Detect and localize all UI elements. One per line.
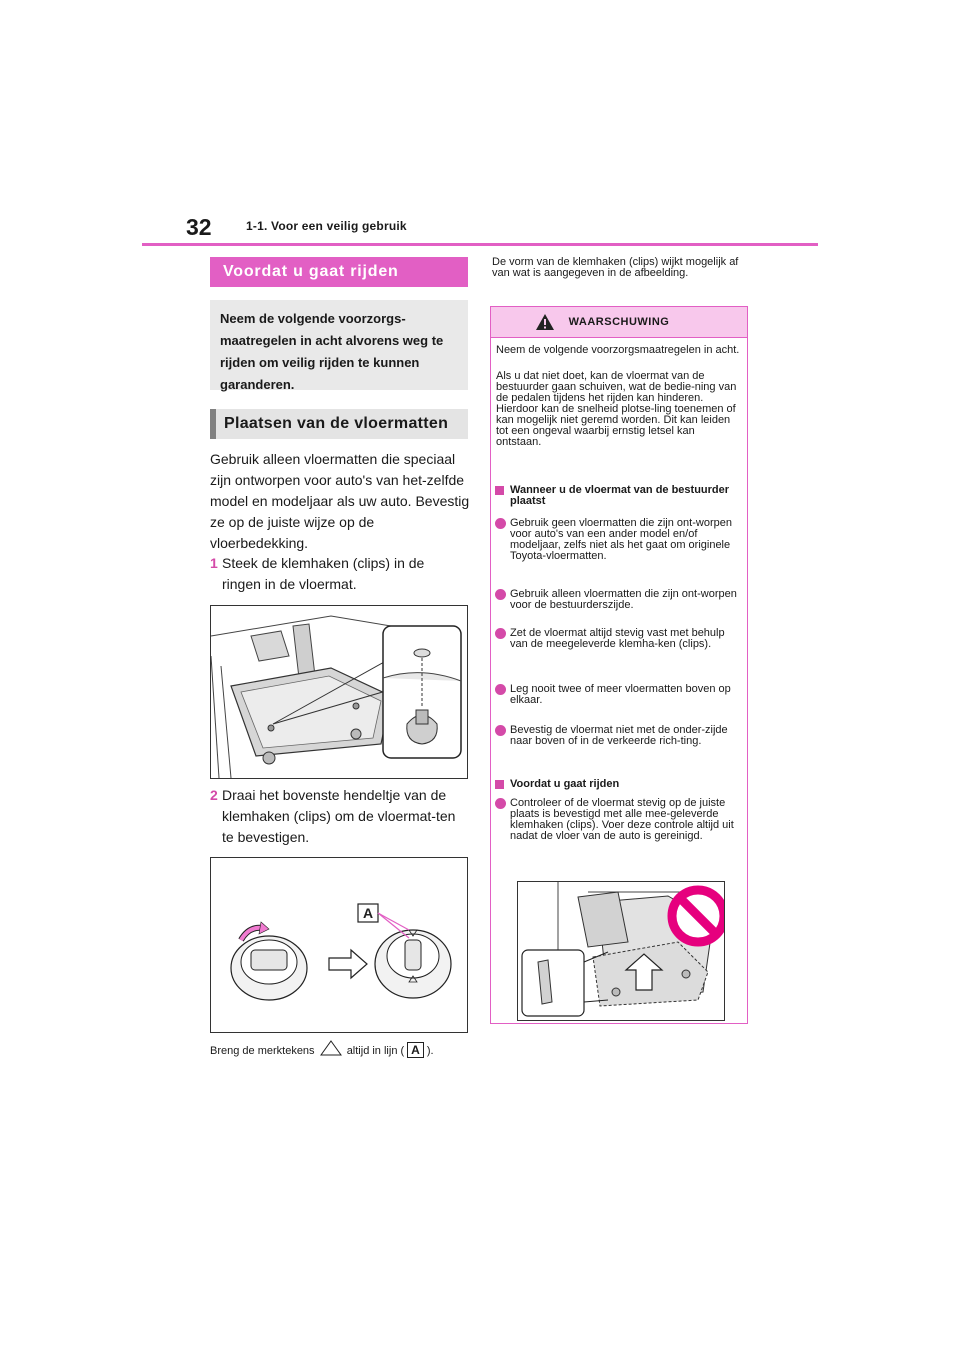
warning-bullet: Leg nooit twee of meer vloermatten boven op elkaar.: [495, 684, 743, 706]
circle-bullet-icon: [495, 589, 506, 600]
intro-box: Neem de volgende voorzorgs-maatregelen in acht alvorens weg te rijden om veilig rijden te kunnen garanderen.: [210, 300, 468, 390]
wrong-mat-illustration: [518, 882, 724, 1020]
step-2: [210, 785, 472, 848]
step-text: Draai het bovenste hendeltje van de klemhaken (clips) om de vloermat-ten te bevestigen.: [222, 787, 456, 845]
circle-bullet-icon: [495, 725, 506, 736]
caption-middle: altijd in lijn (: [346, 1045, 405, 1057]
floor-mat-illustration: [211, 606, 467, 778]
warning-header: [491, 307, 747, 338]
circle-bullet-icon: [495, 518, 506, 529]
circle-bullet-icon: [495, 684, 506, 695]
section-banner: Voordat u gaat rijden: [210, 257, 468, 287]
square-bullet-icon: [495, 486, 504, 495]
floor-mat-figure: [210, 605, 468, 779]
circle-bullet-icon: [495, 628, 506, 639]
warning-bullet: Controleer of de vloermat stevig op de juiste plaats is bevestigd met alle mee-geleverde klemhaken (clips). Voer deze controle altijd uit nadat de vloer van de auto is gereinigd.: [495, 798, 743, 842]
clip-rotation-figure: [210, 857, 468, 1033]
warning-title: WAARSCHUWING: [568, 316, 670, 328]
caption-before: Breng de merktekens: [210, 1045, 315, 1057]
caption-after: ).: [426, 1045, 434, 1057]
square-bullet-icon: [495, 780, 504, 789]
warning-intro: Neem de volgende voorzorgsmaatregelen in acht.: [496, 344, 740, 356]
warning-bullet: Gebruik alleen vloermatten die zijn ont-worpen voor de bestuurderszijde.: [495, 589, 743, 611]
wrong-mat-figure: [517, 881, 725, 1021]
warning-bullet: Bevestig de vloermat niet met de onder-zijde naar boven of in de verkeerde rich-ting.: [495, 725, 743, 747]
warning-bullet: Gebruik geen vloermatten die zijn ont-worpen voor auto's van een ander model en/of modeljaar, zelfs niet als het gaat om originele Toyota-vloermatten.: [495, 518, 743, 562]
step-number: 2: [210, 787, 218, 803]
step-text: Steek de klemhaken (clips) in de ringen in de vloermat.: [222, 555, 425, 592]
caption-label-a: A: [407, 1042, 424, 1058]
warning-text: Als u dat niet doet, kan de vloermat van de bestuurder gaan schuiven, wat de bedie-ning van de pedalen tijdens het rijden kan hinderen. Hierdoor kan de snelheid plotse-ling toenemen of kan mogelijk niet geremd worden. Dit kan leiden tot een ongeval waarbij ernstig letsel kan ontstaan.: [496, 370, 737, 448]
subsection-banner: Plaatsen van de vloermatten: [210, 409, 468, 439]
section-title: 1-1. Voor een veilig gebruik: [246, 219, 407, 233]
step-1: [210, 553, 472, 595]
warning-bullet: Zet de vloermat altijd stevig vast met behulp van de meegeleverde klemha-ken (clips).: [495, 628, 743, 650]
page-number: 32: [186, 214, 212, 240]
figure-label-a: A: [362, 905, 374, 921]
triangle-mark-icon: [320, 1040, 342, 1056]
header-rule: [142, 243, 818, 246]
step-number: 1: [210, 555, 218, 571]
clip-shape-note: De vorm van de klemhaken (clips) wijkt mogelijk af van wat is aangegeven in de afbeelding.: [492, 256, 739, 279]
warning-heading-1: Wanneer u de vloermat van de bestuurder plaatst: [495, 485, 743, 507]
figure-caption: [210, 1040, 434, 1059]
warning-box: [490, 306, 748, 1024]
clip-rotation-illustration: [211, 858, 467, 1032]
warning-heading-2: Voordat u gaat rijden: [495, 779, 743, 790]
body-text: Gebruik alleen vloermatten die speciaal zijn ontworpen voor auto's van het-zelfde model en modeljaar als uw auto. Bevestig ze op de juiste wijze op de vloerbedekking.: [210, 451, 470, 551]
circle-bullet-icon: [495, 798, 506, 809]
